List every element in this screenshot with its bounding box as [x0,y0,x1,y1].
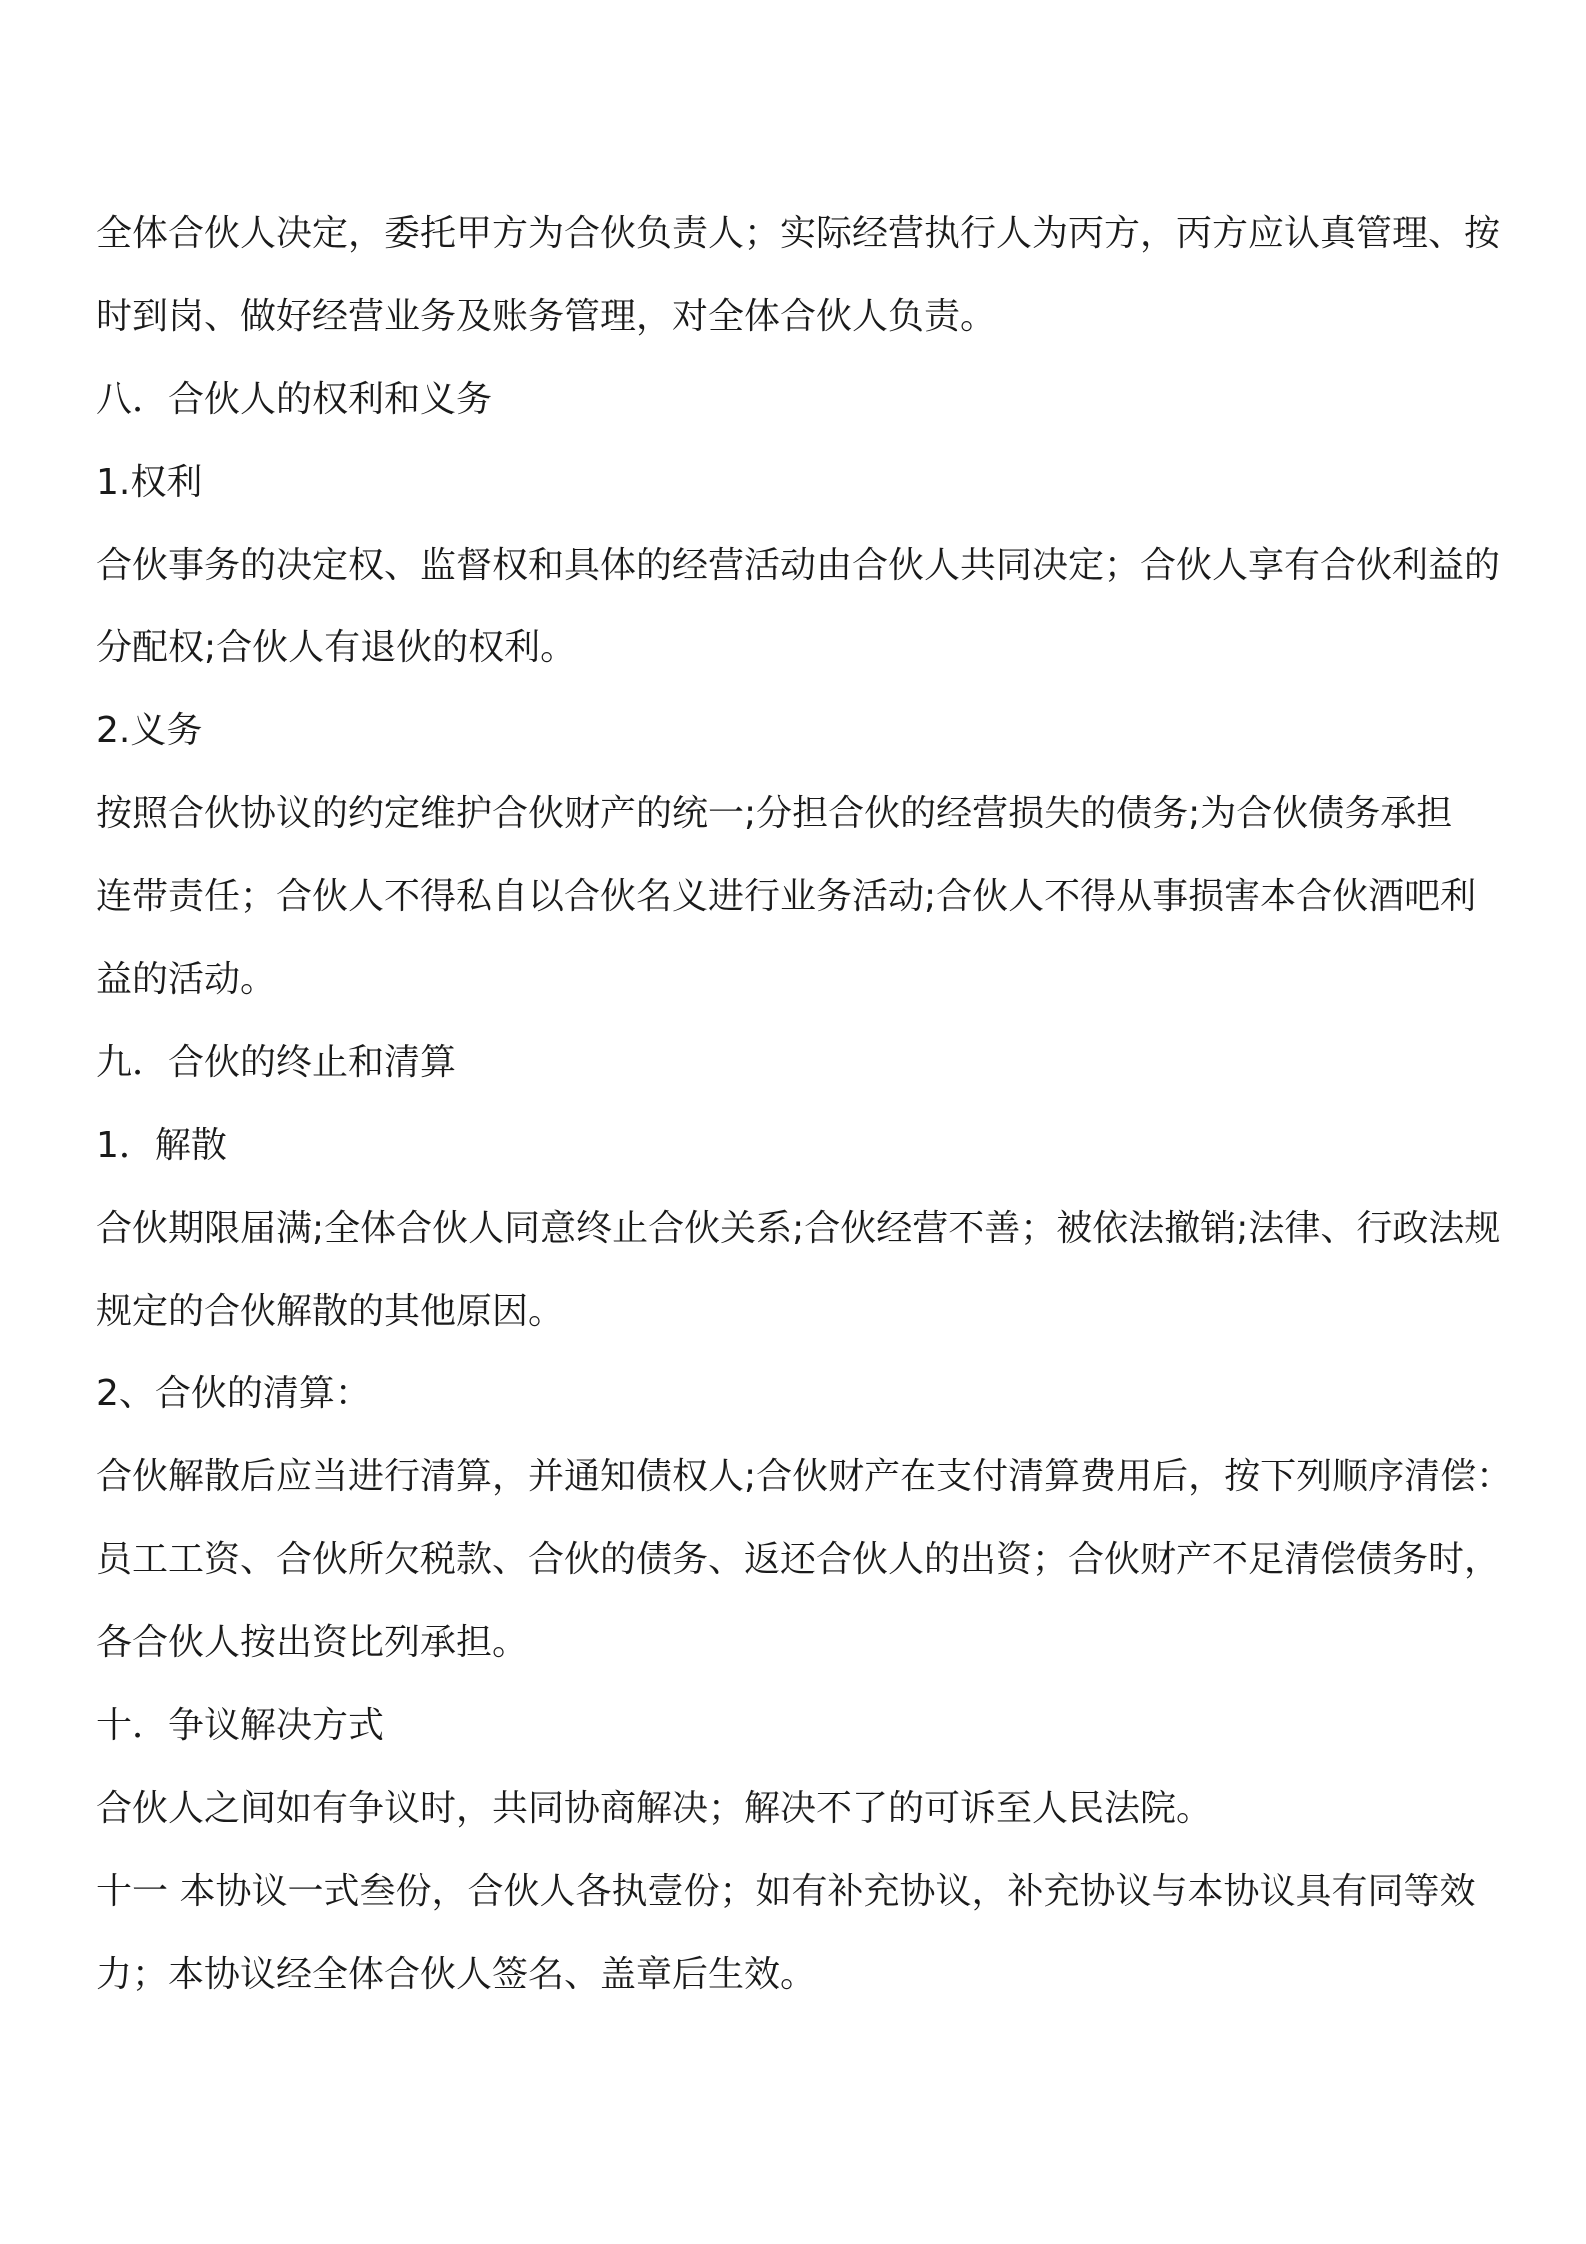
line-6: 分配权;合伙人有退伙的权利。 [96,627,577,669]
subheading-rights: 1.权利 [96,461,203,503]
line-5: 合伙事务的决定权、监督权和具体的经营活动由合伙人共同决定；合伙人享有合伙利益的 [96,544,1501,586]
section-heading-9: 九．合伙的终止和清算 [96,1041,457,1083]
line-14: 规定的合伙解散的其他原因。 [96,1290,565,1332]
subheading-dissolution: 1．解散 [96,1124,227,1166]
line-1: 全体合伙人决定，委托甲方为合伙负责人；实际经营执行人为丙方，丙方应认真管理、按 [96,213,1501,254]
subheading-liquidation: 2、合伙的清算： [96,1373,371,1415]
line-20: 合伙人之间如有争议时，共同协商解决；解决不了的可诉至人民法院。 [96,1787,1213,1829]
line-16: 合伙解散后应当进行清算，并通知债权人;合伙财产在支付清算费用后，按下列顺序清偿： [96,1456,1513,1498]
line-22: 力；本协议经全体合伙人签名、盖章后生效。 [96,1953,817,1995]
line-10: 益的活动。 [96,959,277,1001]
line-13: 合伙期限届满;全体合伙人同意终止合伙关系;合伙经营不善；被依法撤销;法律、行政法规 [96,1207,1501,1249]
subheading-obligations: 2.义务 [96,710,203,752]
line-17: 员工工资、合伙所欠税款、合伙的债务、返还合伙人的出资；合伙财产不足清偿债务时， [96,1539,1501,1581]
document-body [96,193,1536,2017]
section-heading-10: 十．争议解决方式 [96,1705,385,1747]
line-2: 时到岗、做好经营业务及账务管理，对全体合伙人负责。 [96,295,997,337]
line-18: 各合伙人按出资比列承担。 [96,1622,529,1664]
section-heading-8: 八．合伙人的权利和义务 [96,378,493,420]
line-8: 按照合伙协议的约定维护合伙财产的统一;分担合伙的经营损失的债务;为合伙债务承担 [96,793,1453,835]
section-heading-11: 十一 本协议一式叁份，合伙人各执壹份；如有补充协议，补充协议与本协议具有同等效 [96,1870,1476,1912]
line-9: 连带责任；合伙人不得私自以合伙名义进行业务活动;合伙人不得从事损害本合伙酒吧利 [96,876,1477,918]
